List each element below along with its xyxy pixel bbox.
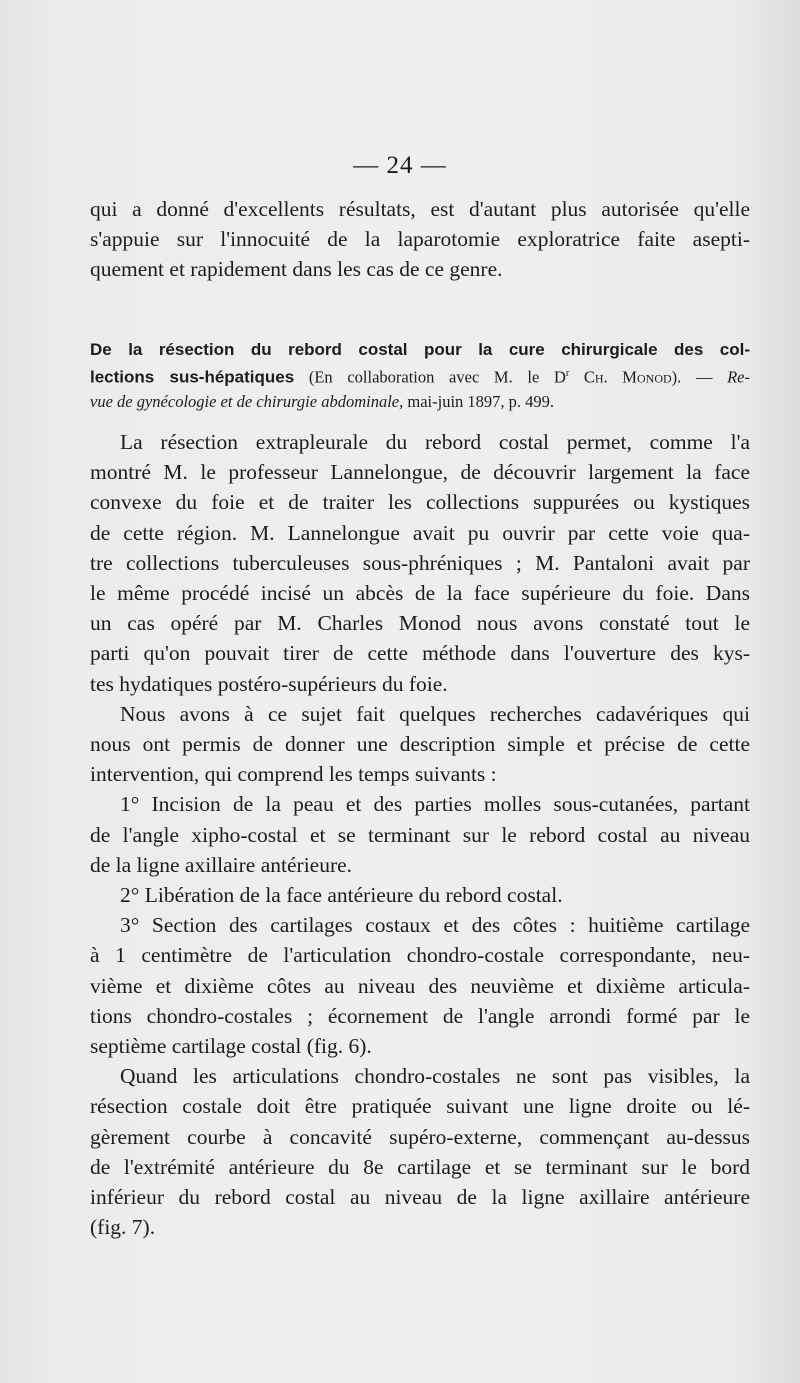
heading-collab-name: Ch. Monod).: [569, 367, 682, 387]
section-heading: [90, 338, 750, 414]
text-line: 2° Libération de la face antérieure du rebord costal.: [120, 883, 563, 908]
text-line: (fig. 7).: [90, 1215, 156, 1240]
text-line: tes hydatiques postéro-supérieurs du foie.: [90, 671, 448, 696]
text-line: tre collections tuberculeuses sous-phréniques ; M. Pantaloni avait par: [90, 550, 750, 575]
text-line: La résection extrapleurale du rebord costal permet, comme l'a: [120, 430, 750, 454]
text-line: de la ligne axillaire antérieure.: [90, 852, 353, 877]
text-line: septième cartilage costal (fig. 6).: [90, 1034, 372, 1059]
heading-line: [90, 362, 750, 390]
body-paragraph: [90, 789, 750, 880]
heading-date: mai-juin 1897, p. 499.: [403, 391, 555, 411]
body-paragraph: [90, 880, 750, 910]
text-line: résection costale doit être pratiquée suivant une ligne droite ou lé-: [90, 1094, 750, 1119]
page-number: — 24 —: [353, 152, 447, 179]
heading-title-part2: lections sus-hépatiques: [90, 367, 295, 387]
text-line: s'appuie sur l'innocuité de la laparotomie exploratrice faite asepti-: [90, 227, 750, 252]
text-line: inférieur du rebord costal au niveau de la ligne axillaire antérieure: [90, 1185, 750, 1210]
heading-journal: vue de gynécologie et de chirurgie abdominale,: [90, 391, 404, 411]
text-line: quement et rapidement dans les cas de ce genre.: [90, 257, 503, 282]
heading-journal-start: Re-: [727, 367, 750, 387]
text-line: gèrement courbe à concavité supéro-externe, commençant au-dessus: [90, 1124, 750, 1149]
body-paragraph: [90, 910, 750, 1061]
text-line: de cette région. M. Lannelongue avait pu ouvrir par cette voie qua-: [90, 520, 750, 545]
text-line: parti qu'on pouvait tirer de cette méthode dans l'ouverture des kys-: [90, 641, 750, 666]
text-line: nous ont permis de donner une description simple et précise de cette: [90, 732, 750, 757]
text-line: tions chondro-costales ; écornement de l'angle arrondi formé par le: [90, 1003, 750, 1028]
body-text: [90, 427, 750, 1242]
body-paragraph: [90, 699, 750, 790]
text-line: qui a donné d'excellents résultats, est d'autant plus autorisée qu'elle: [90, 197, 750, 221]
heading-collab-prefix: (En collaboration avec M. le D: [294, 367, 566, 387]
intro-paragraph: [90, 194, 750, 285]
text-line: le même procédé incisé un abcès de la face supérieure du foie. Dans: [90, 581, 750, 606]
text-line: Nous avons à ce sujet fait quelques recherches cadavériques qui: [120, 701, 750, 726]
body-paragraph: [90, 427, 750, 699]
text-line: vième et dixième côtes au niveau des neuvième et dixième articula-: [90, 973, 750, 998]
heading-line: [90, 338, 750, 362]
heading-dash: —: [681, 367, 728, 387]
text-line: un cas opéré par M. Charles Monod nous avons constaté tout le: [90, 611, 750, 636]
text-line: Quand les articulations chondro-costales ne sont pas visibles, la: [120, 1064, 750, 1089]
heading-line: [90, 390, 750, 414]
heading-collab-sup: r: [565, 368, 570, 379]
body-paragraph: [90, 1061, 750, 1242]
text-line: intervention, qui comprend les temps suivants :: [90, 762, 497, 787]
text-line: de l'extrémité antérieure du 8e cartilage et se terminant sur le bord: [90, 1154, 750, 1179]
text-line: montré M. le professeur Lannelongue, de découvrir largement la face: [90, 460, 750, 485]
text-line: 1° Incision de la peau et des parties molles sous-cutanées, partant: [120, 792, 750, 817]
text-line: 3° Section des cartilages costaux et des côtes : huitième cartilage: [120, 913, 750, 938]
heading-title-part1: De la résection du rebord costal pour la cure chirurgicale des col-: [90, 340, 750, 359]
text-line: de l'angle xipho-costal et se terminant sur le rebord costal au niveau: [90, 822, 750, 847]
text-line: convexe du foie et de traiter les collections suppurées ou kystiques: [90, 490, 750, 515]
text-line: à 1 centimètre de l'articulation chondro-costale correspondante, neu-: [90, 943, 750, 968]
